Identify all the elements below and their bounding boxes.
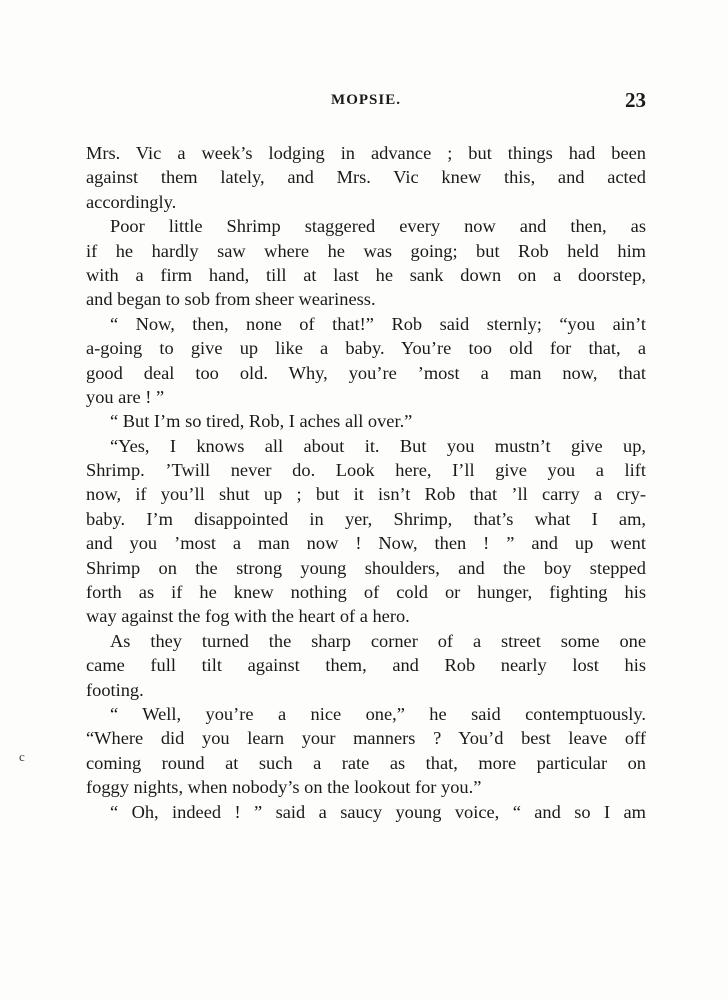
text-line: Mrs. Vic a week’s lodging in advance ; but things had been [86, 143, 646, 163]
text-line: “Where did you learn your manners ? You’d best leave off [86, 728, 646, 749]
page-header [86, 88, 646, 118]
text-line: now, if you’ll shut up ; but it isn’t Rob that ’ll carry a cry- [86, 484, 646, 505]
text-line: if he hardly saw where he was going; but Rob held him [86, 240, 646, 261]
body-text [86, 141, 646, 824]
text-line: “ Now, then, none of that!” Rob said sternly; “you ain’t [110, 313, 646, 334]
text-line: good deal too old. Why, you’re ’most a man now, that [86, 362, 646, 383]
margin-mark: c [19, 749, 25, 764]
text-line: “Yes, I knows all about it. But you mustn’t give up, [110, 435, 646, 456]
running-head: MOPSIE. [331, 92, 401, 108]
text-line: you are ! ” [86, 386, 165, 407]
text-line: a-going to give up like a baby. You’re too old for that, a [86, 338, 646, 359]
text-line: coming round at such a rate as that, more particular on [86, 752, 646, 773]
text-line: “ Oh, indeed ! ” said a saucy young voice, “ and so I am [110, 801, 646, 822]
text-line: “ Well, you’re a nice one,” he said contemptuously. [110, 703, 646, 724]
text-line: Poor little Shrimp staggered every now and then, as [110, 216, 646, 237]
page-number: 23 [625, 88, 646, 112]
text-line: baby. I’m disappointed in yer, Shrimp, that’s what I am, [86, 508, 646, 529]
text-line: forth as if he knew nothing of cold or hunger, fighting his [86, 582, 646, 603]
text-line: accordingly. [86, 191, 177, 212]
text-line: came full tilt against them, and Rob nearly lost his [86, 655, 646, 676]
text-line: and you ’most a man now ! Now, then ! ” and up went [86, 533, 646, 554]
text-line: Shrimp on the strong young shoulders, and the boy stepped [86, 557, 646, 578]
text-line: and began to sob from sheer weariness. [86, 289, 376, 310]
text-line: against them lately, and Mrs. Vic knew this, and acted [86, 167, 646, 188]
text-line: with a firm hand, till at last he sank down on a doorstep, [86, 264, 646, 285]
text-line: footing. [86, 679, 144, 700]
text-line: Shrimp. ’Twill never do. Look here, I’ll give you a lift [86, 460, 646, 481]
text-line: “ But I’m so tired, Rob, I aches all over.” [110, 411, 413, 432]
text-line: way against the fog with the heart of a hero. [86, 606, 410, 627]
text-line: As they turned the sharp corner of a street some one [110, 630, 646, 651]
text-line: foggy nights, when nobody’s on the lookout for you.” [86, 777, 482, 798]
